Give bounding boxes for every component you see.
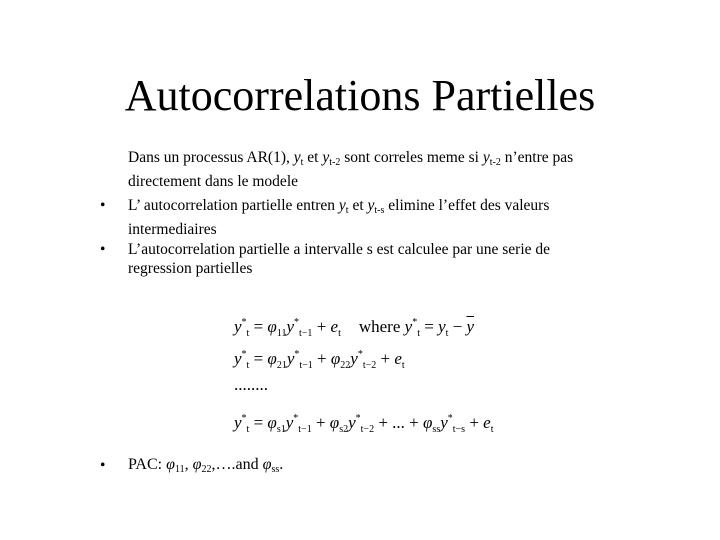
subscript: t	[246, 328, 250, 339]
var-y: y	[293, 149, 301, 166]
paragraph-partial-autocorrelation	[128, 196, 598, 239]
var-y: y	[338, 197, 346, 214]
subscript: t	[345, 205, 349, 216]
var-y: y	[234, 413, 242, 432]
subscript: t	[300, 157, 304, 168]
var-y: y	[438, 317, 446, 336]
subscript: 11	[174, 464, 185, 475]
phi: φ	[262, 456, 272, 473]
subscript: t−1	[298, 424, 312, 435]
var-y: y	[286, 349, 295, 368]
subscript: t−1	[299, 360, 313, 371]
star: *	[293, 413, 299, 424]
star: *	[241, 413, 247, 424]
subscript: 22	[340, 360, 351, 371]
subscript: t	[401, 360, 405, 371]
plus: +	[312, 349, 331, 368]
paragraph-ar1	[128, 148, 598, 191]
subscript: t-2	[489, 157, 501, 168]
bullet-icon: •	[100, 241, 106, 258]
star: *	[241, 349, 247, 360]
text: elimine l’effet des valeurs intermediaires	[128, 197, 550, 238]
where-label: where	[358, 317, 405, 336]
subscript: 22	[201, 464, 212, 475]
var-y: y	[234, 317, 242, 336]
equals: =	[419, 317, 439, 336]
equals: =	[249, 349, 268, 368]
text: Dans un processus AR(1),	[128, 149, 294, 166]
pac-line	[128, 455, 598, 479]
subscript: t-2	[329, 157, 341, 168]
subscript: 11	[276, 328, 287, 339]
text: sont correles meme si	[340, 149, 483, 166]
star: *	[294, 349, 300, 360]
equals: =	[249, 413, 268, 432]
text: n’entre pas directement dans le modele	[128, 149, 574, 190]
bullet-icon: •	[100, 457, 106, 474]
phi: φ	[267, 413, 277, 432]
equals: =	[249, 317, 268, 336]
equation-1	[234, 312, 474, 345]
var-e: e	[394, 349, 402, 368]
subscript: t	[490, 424, 494, 435]
var-y: y	[234, 349, 242, 368]
subscript: s1	[276, 424, 286, 435]
star: *	[294, 317, 300, 328]
star: *	[357, 349, 363, 360]
equation-2	[234, 344, 405, 377]
slide-title: Autocorrelations Partielles	[124, 71, 596, 120]
plus: +	[312, 317, 331, 336]
text: et	[303, 149, 323, 166]
subscript: t−2	[360, 424, 375, 435]
text: L’ autocorrelation partielle entren	[128, 197, 339, 214]
var-y: y	[286, 317, 295, 336]
star: *	[355, 413, 361, 424]
paragraph-regression: L’autocorrelation partielle a intervalle s est calculee par une serie de regression partielles	[128, 241, 551, 277]
subscript: s2	[339, 424, 349, 435]
star: *	[412, 317, 418, 328]
var-y: y	[440, 413, 448, 432]
var-y: y	[285, 413, 294, 432]
subscript: t−1	[299, 328, 313, 339]
subscript: t	[246, 360, 250, 371]
var-y: y	[348, 413, 356, 432]
subscript: t	[417, 328, 420, 339]
star: *	[241, 317, 247, 328]
var-y: y	[322, 149, 330, 166]
phi: φ	[166, 456, 175, 473]
subscript: t-s	[374, 205, 385, 216]
plus-ellipsis: + ... +	[374, 413, 424, 432]
var-e: e	[330, 317, 339, 336]
phi: φ	[267, 349, 277, 368]
subscript: t−2	[362, 360, 377, 371]
subscript: t−s	[452, 424, 466, 435]
phi: φ	[192, 456, 202, 473]
ellipsis-dots: ........	[234, 375, 268, 394]
phi: φ	[423, 413, 433, 432]
subscript: ss	[271, 464, 280, 475]
text: ,	[184, 456, 193, 473]
subscript: t	[445, 328, 449, 339]
phi: φ	[267, 317, 277, 336]
var-e: e	[483, 413, 491, 432]
phi: φ	[330, 349, 341, 368]
var-y: y	[367, 197, 375, 214]
text: ,….and	[211, 456, 263, 473]
plus: +	[376, 349, 395, 368]
bullet-icon: •	[100, 197, 106, 214]
subscript: ss	[432, 424, 441, 435]
plus: +	[311, 413, 330, 432]
var-y: y	[350, 349, 358, 368]
subscript: t	[338, 328, 341, 339]
text: et	[348, 197, 368, 214]
var-y: y	[404, 317, 413, 336]
var-y: y	[482, 149, 490, 166]
subscript: t	[246, 424, 250, 435]
var-y-bar: $\overline{y}$	[466, 317, 475, 336]
plus: +	[465, 413, 484, 432]
minus: −	[448, 317, 467, 336]
equation-3	[234, 408, 494, 441]
subscript: 21	[276, 360, 287, 371]
phi: φ	[329, 413, 340, 432]
text: .	[279, 456, 284, 473]
star: *	[447, 413, 453, 424]
pac-label: PAC:	[128, 456, 167, 473]
